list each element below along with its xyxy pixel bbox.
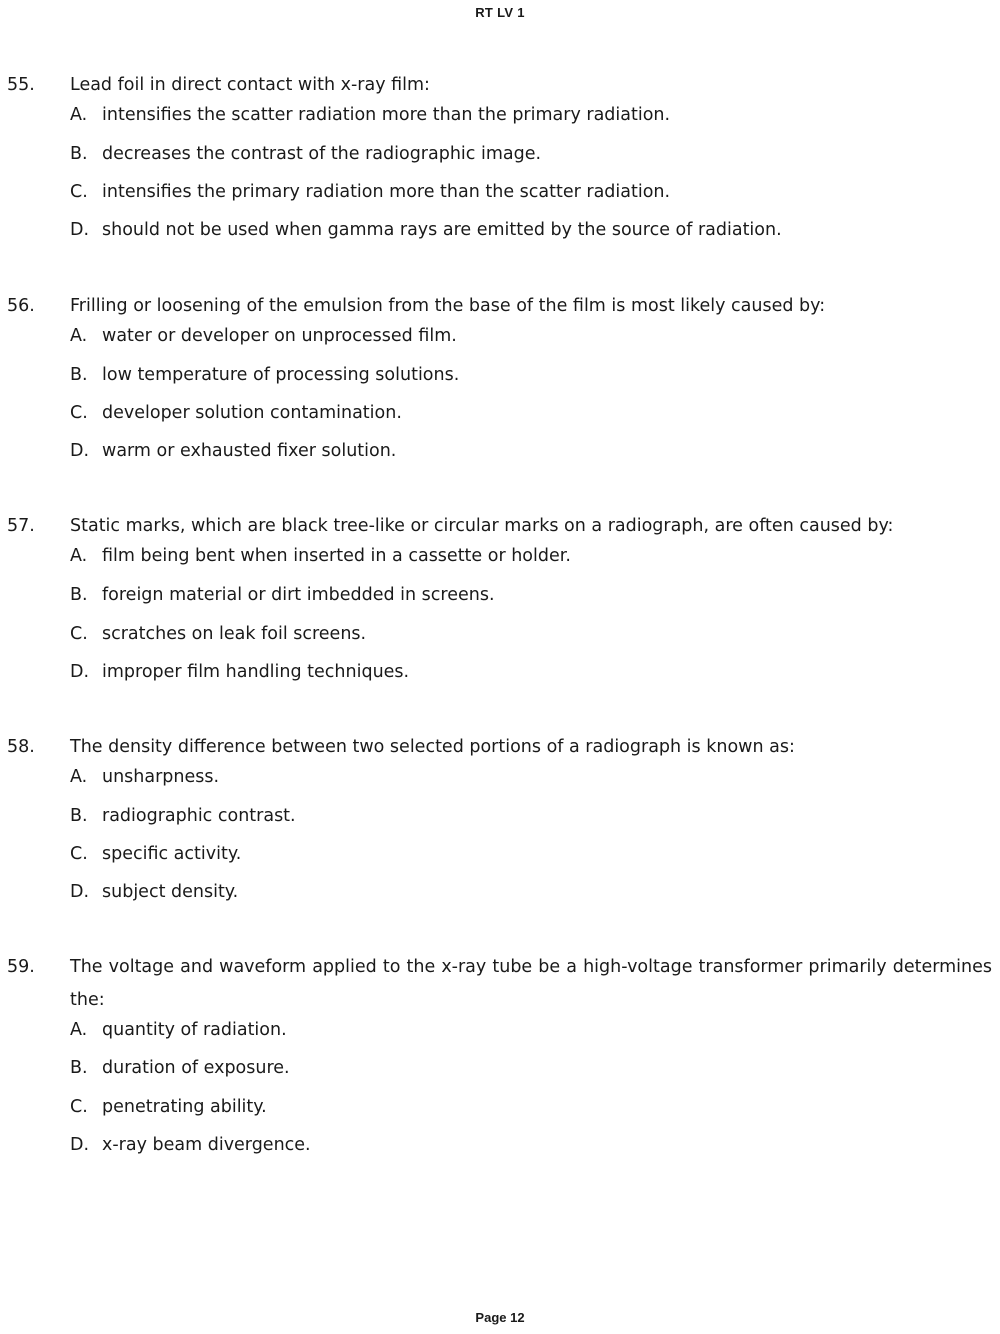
option-letter: D. [70,1135,90,1155]
option-letter: A. [70,326,88,346]
option-text: water or developer on unprocessed film. [102,326,457,346]
option-letter: D. [70,441,90,461]
option-text: warm or exhausted fixer solution. [102,441,397,461]
option-b [70,805,296,827]
option-text: scratches on leak foil screens. [102,624,367,644]
option-d [70,440,396,462]
option-a [70,104,670,126]
option-c [70,843,241,865]
option-text: unsharpness. [102,767,220,787]
option-letter: B. [70,144,88,164]
option-c [70,402,402,424]
option-text: duration of exposure. [102,1058,290,1078]
option-letter: B. [70,585,88,605]
option-text: film being bent when inserted in a cassette or holder. [102,546,571,566]
question-stem: The voltage and waveform applied to the x-ray tube be a high-voltage transformer primarily determines the: [70,957,992,1010]
option-text: intensifies the scatter radiation more than the primary radiation. [102,105,671,125]
option-d [70,881,238,903]
option-letter: C. [70,182,88,202]
option-a [70,766,219,788]
option-c [70,181,670,203]
option-letter: B. [70,806,88,826]
option-letter: B. [70,365,88,385]
question-number: 59. [7,957,35,977]
option-c [70,623,366,645]
option-letter: C. [70,1097,88,1117]
option-text: subject density. [102,882,239,902]
option-letter: C. [70,403,88,423]
option-letter: A. [70,546,88,566]
option-b [70,1057,290,1079]
option-text: quantity of radiation. [102,1020,287,1040]
option-letter: D. [70,220,90,240]
option-a [70,325,457,347]
option-letter: A. [70,105,88,125]
option-b [70,364,459,386]
option-letter: D. [70,662,90,682]
option-text: developer solution contamination. [102,403,402,423]
option-d [70,1134,311,1156]
question-stem: The density difference between two selected portions of a radiograph is known as: [70,737,795,757]
question-number: 57. [7,516,35,536]
option-text: improper film handling techniques. [102,662,410,682]
option-letter: A. [70,767,88,787]
option-c [70,1096,267,1118]
question-stem: Lead foil in direct contact with x-ray film: [70,75,430,95]
option-text: intensifies the primary radiation more than the scatter radiation. [102,182,671,202]
option-letter: A. [70,1020,88,1040]
question-number: 55. [7,75,35,95]
option-a [70,1019,287,1041]
option-text: penetrating ability. [102,1097,267,1117]
question-stem: Frilling or loosening of the emulsion from the base of the film is most likely caused by: [70,296,826,316]
option-letter: C. [70,844,88,864]
question-number: 58. [7,737,35,757]
option-text: x-ray beam divergence. [102,1135,311,1155]
option-text: decreases the contrast of the radiographic image. [102,144,542,164]
option-letter: D. [70,882,90,902]
page-number: Page 12 [475,1310,525,1325]
question-number: 56. [7,296,35,316]
page-header: RT LV 1 [475,5,525,20]
option-b [70,143,541,165]
option-text: low temperature of processing solutions. [102,365,460,385]
option-text: radiographic contrast. [102,806,296,826]
option-letter: C. [70,624,88,644]
option-b [70,584,495,606]
option-text: specific activity. [102,844,242,864]
option-a [70,545,571,567]
option-letter: B. [70,1058,88,1078]
option-text: foreign material or dirt imbedded in screens. [102,585,495,605]
option-d [70,219,782,241]
option-text: should not be used when gamma rays are emitted by the source of radiation. [102,220,782,240]
option-d [70,661,409,683]
question-stem: Static marks, which are black tree-like or circular marks on a radiograph, are often caused by: [70,516,894,536]
